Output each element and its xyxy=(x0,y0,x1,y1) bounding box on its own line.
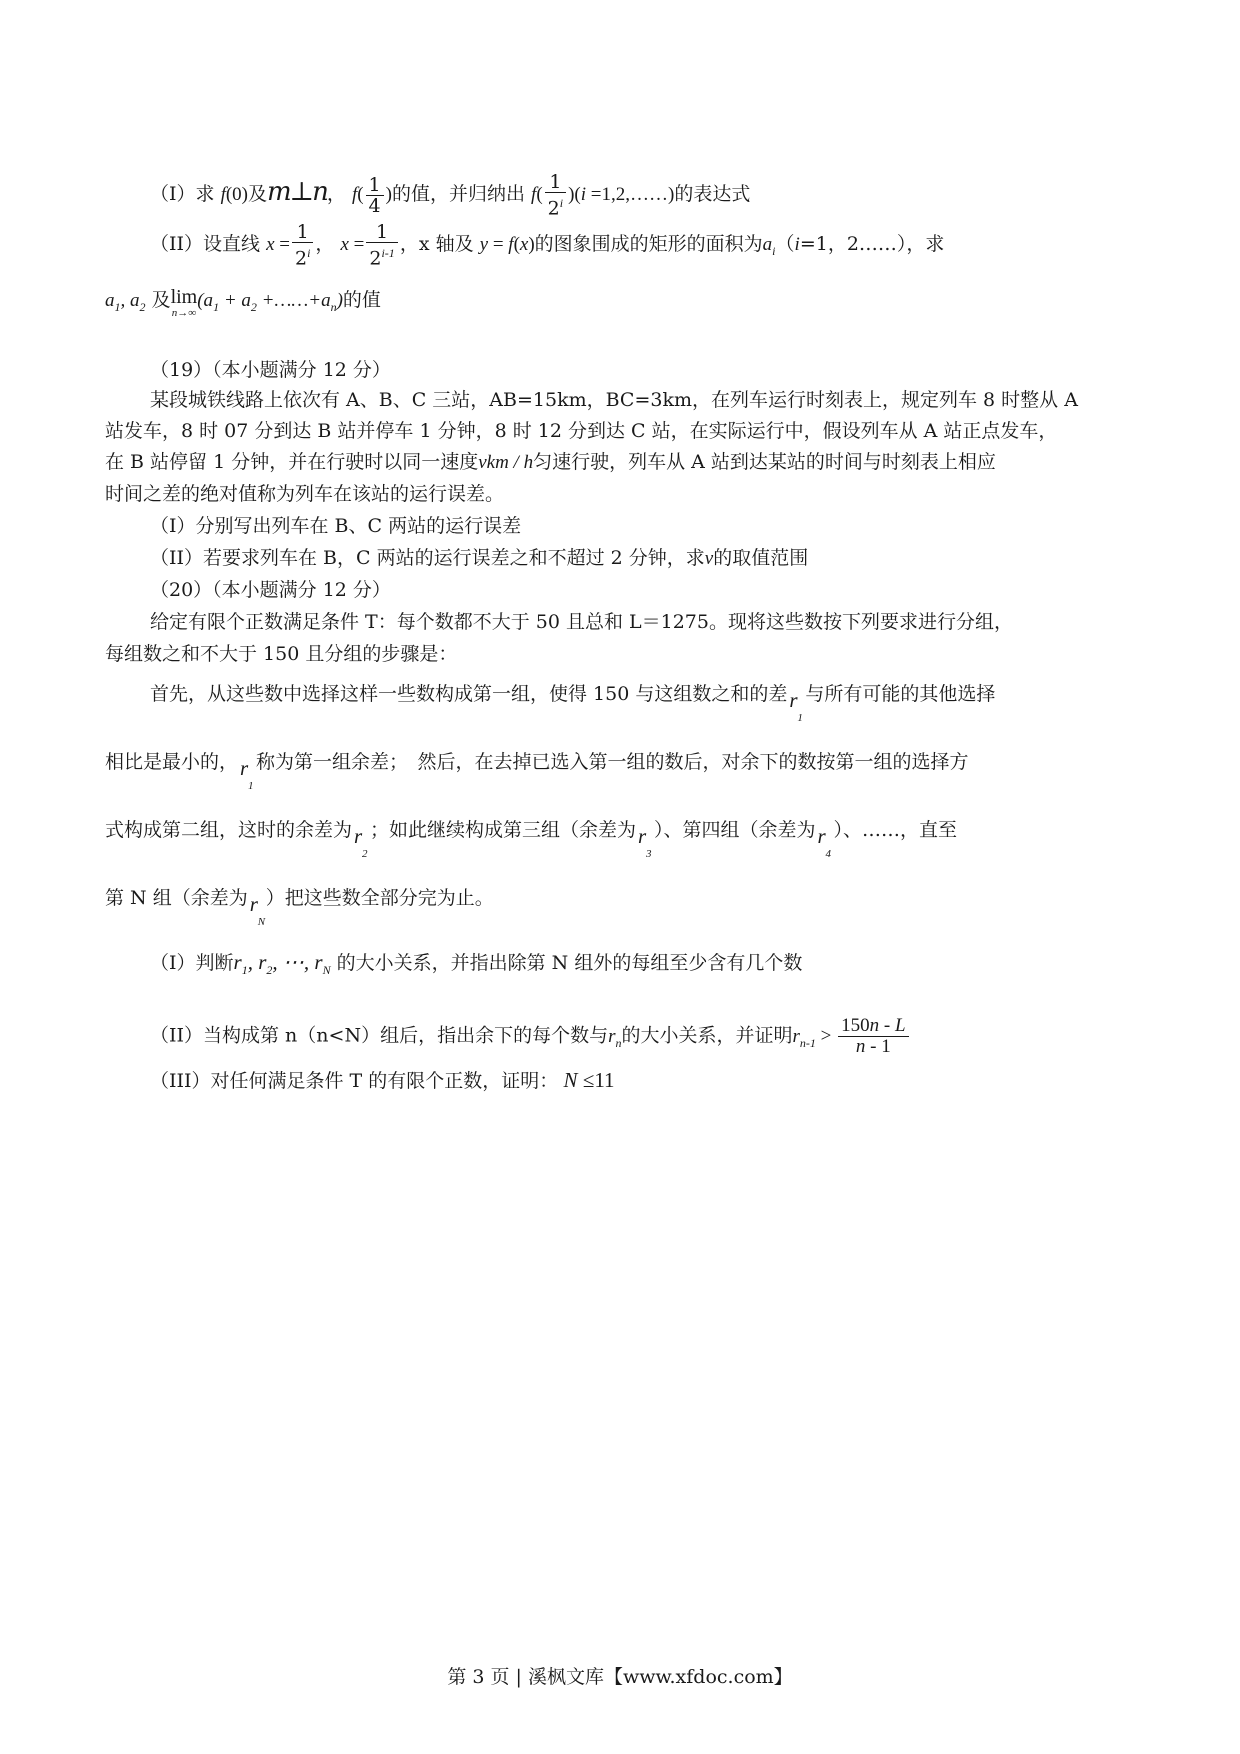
q19-paragraph-line3: 在 B 站停留 1 分钟，并在行驶时以同一速度vkm / h匀速行驶，列车从 A 站到达某站的时间与时刻表上相应 xyxy=(105,451,996,473)
q20-paragraph-line6: 第 N 组（余差为 r N ）把这些数全部分完为止。 xyxy=(105,887,494,928)
q18-part1: （I）求 f(0)及m⊥n， f( $\frac{1}{4}$ )的值，并归纳出 f( $\frac{1}{2^i}$ )(i =1,2,……)的表达式 xyxy=(150,171,751,220)
q19-part1: （I）分别写出列车在 B、C 两站的运行误差 xyxy=(150,515,522,537)
formula-limit: lim n→∞ xyxy=(170,286,198,319)
formula-r-sequence: $r_1$, $r_2$, ⋯, $r_N$ xyxy=(233,950,331,978)
q20-paragraph-line5: 式构成第二组，这时的余差为 r 2 ；如此继续构成第三组（余差为 r 3 ）、第四组（余差为 r 4 ）、……，直至 xyxy=(105,819,958,860)
page-footer: 第 3 页 | 溪枫文库【www.xfdoc.com】 xyxy=(447,1666,793,1688)
q20-paragraph-line2: 每组数之和不大于 150 且分组的步骤是： xyxy=(105,643,458,665)
q18-part2: （II）设直线 x = $\frac{1}{2^i}$ ， x = $\frac{1}{2^{i-1}}$ ，x 轴及 y = f(x)的图象围成的矩形的面积为$a_i(i=1$，2……），求 xyxy=(150,221,945,270)
fraction-150n-L: $\frac{150n - L}{n - 1}$ xyxy=(838,1016,908,1057)
q20-paragraph-line4: 相比是最小的， r 1 称为第一组余差； 然后，在去掉已选入第一组的数后，对余下的数按第一组的选择方 xyxy=(105,751,969,792)
q20-part1: （I）判断$r_1$, $r_2$, ⋯, $r_N$ 的大小关系，并指出除第 N 组外的每组至少含有几个数 xyxy=(150,950,803,978)
fraction-1-2i-minus-1: $\frac{1}{2^{i-1}}$ xyxy=(366,222,397,268)
formula-rn: $r_n$ xyxy=(608,1025,622,1050)
q20-part3: （III）对任何满足条件 T 的有限个正数，证明： N ≤11 xyxy=(150,1068,615,1092)
formula-r1-b: r 1 xyxy=(240,756,254,792)
formula-r4: r 4 xyxy=(817,824,832,860)
formula-r3: r 3 xyxy=(638,824,652,860)
formula-rN: r N xyxy=(249,892,266,928)
q19-paragraph-line1: 某段城铁线路上依次有 A、B、C 三站，AB=15km，BC=3km，在列车运行时刻表上，规定列车 8 时整从 A xyxy=(150,389,1078,411)
formula-m-perp-n: m⊥n xyxy=(267,177,327,208)
q19-paragraph-line4: 时间之差的绝对值称为列车在该站的运行误差。 xyxy=(105,483,505,505)
q20-header: （20）（本小题满分 12 分） xyxy=(150,579,391,601)
q18-part2-cont: $a_1$, $a_2$ 及 lim n→∞ ($a_1 + a_2$ $+\dots\dots+a_n$)的值 xyxy=(105,286,381,319)
fraction-1-4: $\frac{1}{4}$ xyxy=(366,175,384,216)
fraction-1-2i: $\frac{1}{2^i}$ xyxy=(545,172,566,218)
q20-part2: （II）当构成第 n（n<N）组后，指出余下的每个数与$r_n$的大小关系，并证明$r_{n-1}$ > $\frac{150n - L}{n - 1}$ xyxy=(150,1016,911,1057)
formula-N-le-11: N xyxy=(558,1068,578,1092)
formula-inequality: $r_{n-1}$ xyxy=(792,1025,816,1050)
formula-r2: r 2 xyxy=(354,824,368,860)
formula-a1-a2: $a_1$, $a_2$ xyxy=(105,290,146,314)
q19-paragraph-line2: 站发车，8 时 07 分到达 B 站并停车 1 分钟，8 时 12 分到达 C 站，在实际运行中，假设列车从 A 站正点发车， xyxy=(105,420,1058,442)
q19-header: （19）（本小题满分 12 分） xyxy=(150,359,391,381)
q20-paragraph-line3: 首先，从这些数中选择这样一些数构成第一组，使得 150 与这组数之和的差 r 1 与所有可能的其他选择 xyxy=(150,683,996,724)
formula-r1: r 1 xyxy=(789,688,803,724)
formula-f0: f xyxy=(220,184,226,206)
fraction-1-2i-line: $\frac{1}{2^i}$ xyxy=(292,222,313,268)
q19-part2: （II）若要求列车在 B，C 两站的运行误差之和不超过 2 分钟，求v的取值范围 xyxy=(150,547,809,569)
q20-paragraph-line1: 给定有限个正数满足条件 T：每个数都不大于 50 且总和 L＝1275。现将这些数按下列要求进行分组， xyxy=(150,611,1013,633)
formula-ai: $a_i$ xyxy=(762,234,776,258)
formula-v-km-h: vkm / h xyxy=(478,452,534,473)
